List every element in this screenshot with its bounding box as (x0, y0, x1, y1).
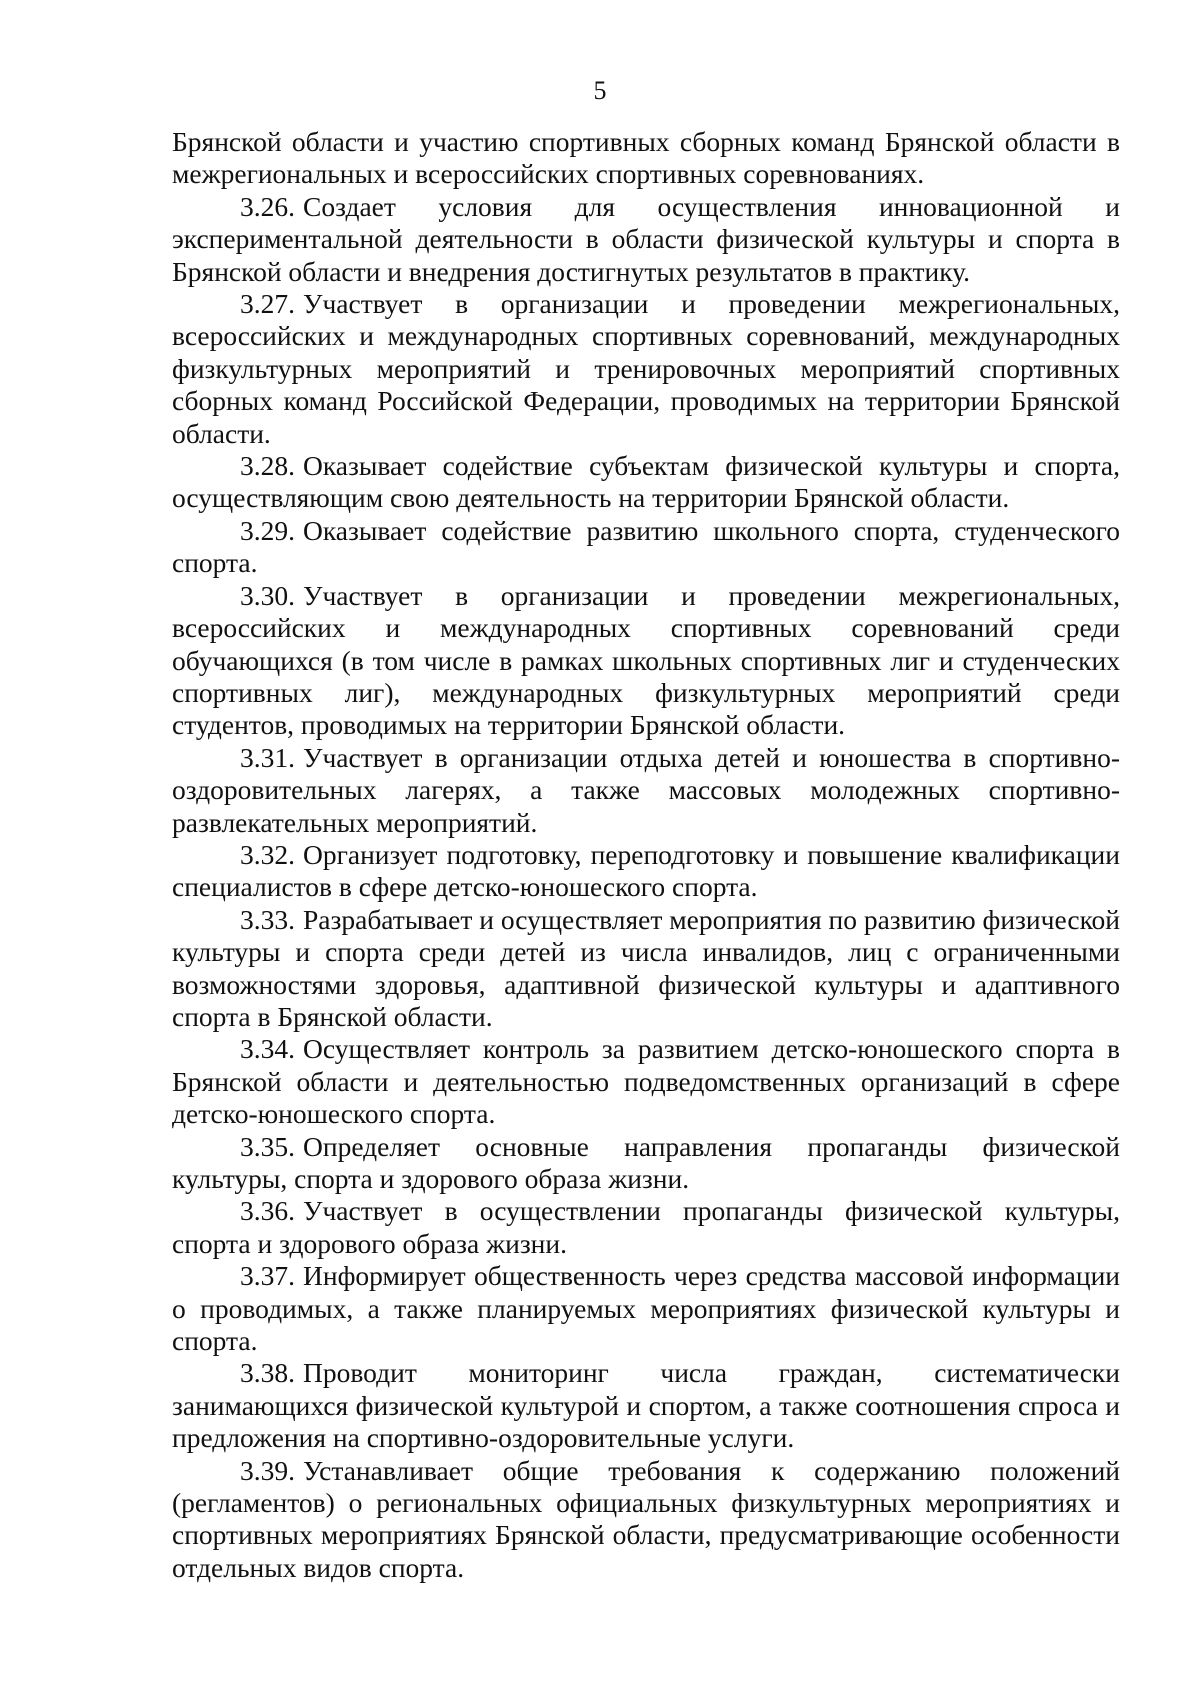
clause-number: 3.30. (240, 579, 295, 611)
clause-paragraph (172, 580, 1120, 742)
clause-paragraph (172, 1033, 1120, 1130)
clause-number: 3.27. (240, 288, 295, 320)
clause-paragraph (172, 1195, 1120, 1260)
clause-number: 3.39. (240, 1454, 295, 1486)
clause-number: 3.31. (240, 741, 295, 773)
clause-text: Создает условия для осуществления инновационной и экспериментальной деятельности в области физической культуры и спорта в Брянской области и внедрения достигнутых результатов в практику. (172, 190, 1120, 287)
clause-number: 3.33. (240, 903, 295, 935)
clause-text: Участвует в осуществлении пропаганды физической культуры, спорта и здорового образа жизни. (172, 1195, 1120, 1259)
page-number: 5 (593, 76, 607, 105)
clause-paragraph (172, 1131, 1120, 1196)
clause-paragraph (172, 450, 1120, 515)
clause-text: Участвует в организации и проведении межрегиональных, всероссийских и международных спортивных соревнований среди обучающихся (в том числе в рамках школьных спортивных лиг и студенческих спортивных лиг), международных физкультурных мероприятий среди студентов, проводимых на территории Брянской области. (172, 579, 1120, 741)
clause-number: 3.26. (240, 190, 295, 222)
clause-number: 3.34. (240, 1033, 295, 1065)
clause-number: 3.38. (240, 1357, 295, 1389)
clause-text: Информирует общественность через средства массовой информации о проводимых, а также планируемых мероприятиях физической культуры и спорта. (172, 1260, 1120, 1357)
document-body (172, 126, 1120, 1584)
clause-number: 3.36. (240, 1195, 295, 1227)
clause-text: Определяет основные направления пропаганды физической культуры, спорта и здорового образа жизни. (172, 1130, 1120, 1194)
clause-text: Оказывает содействие субъектам физической культуры и спорта, осуществляющим свою деятельность на территории Брянской области. (172, 450, 1120, 514)
clause-paragraph (172, 904, 1120, 1034)
clause-paragraph (172, 1357, 1120, 1454)
clause-paragraph (172, 839, 1120, 904)
clause-paragraph (172, 1260, 1120, 1357)
clause-text: Проводит мониторинг числа граждан, систематически занимающихся физической культурой и спортом, а также соотношения спроса и предложения на спортивно-оздоровительные услуги. (172, 1357, 1120, 1454)
clause-paragraph (172, 288, 1120, 450)
clause-paragraph (172, 191, 1120, 288)
continuation-paragraph: Брянской области и участию спортивных сборных команд Брянской области в межрегиональных и всероссийских спортивных соревнованиях. (172, 126, 1120, 190)
clause-text: Осуществляет контроль за развитием детско-юношеского спорта в Брянской области и деятельностью подведомственных организаций в сфере детско-юношеского спорта. (172, 1033, 1120, 1130)
clause-text: Организует подготовку, переподготовку и повышение квалификации специалистов в сфере детско-юношеского спорта. (172, 838, 1120, 903)
clause-paragraph (172, 1455, 1120, 1585)
clause-number: 3.29. (240, 514, 295, 546)
clause-text: Устанавливает общие требования к содержанию положений (регламентов) о региональных официальных физкультурных мероприятиях и спортивных мероприятиях Брянской области, предусматривающие особенности отдельных видов спорта. (172, 1454, 1120, 1583)
clause-text: Участвует в организации и проведении межрегиональных, всероссийских и международных спортивных соревнований, международных физкультурных мероприятий и тренировочных мероприятий спортивных сборных команд Российской Федерации, проводимых на территории Брянской области. (172, 288, 1120, 449)
clause-number: 3.32. (240, 838, 295, 870)
clause-number: 3.28. (240, 450, 295, 482)
clause-text: Разрабатывает и осуществляет мероприятия по развитию физической культуры и спорта среди детей из числа инвалидов, лиц с ограниченными возможностями здоровья, адаптивной физической культуры и адаптивного спорта в Брянской области. (172, 903, 1120, 1032)
clause-paragraph (172, 742, 1120, 839)
clause-paragraph (172, 515, 1120, 580)
clause-text: Оказывает содействие развитию школьного спорта, студенческого спорта. (172, 514, 1120, 579)
clause-number: 3.35. (240, 1130, 295, 1162)
clause-number: 3.37. (240, 1260, 295, 1292)
clause-text: Участвует в организации отдыха детей и юношества в спортивно-оздоровительных лагерях, а также массовых молодежных спортивно-развлекательных мероприятий. (172, 741, 1120, 838)
